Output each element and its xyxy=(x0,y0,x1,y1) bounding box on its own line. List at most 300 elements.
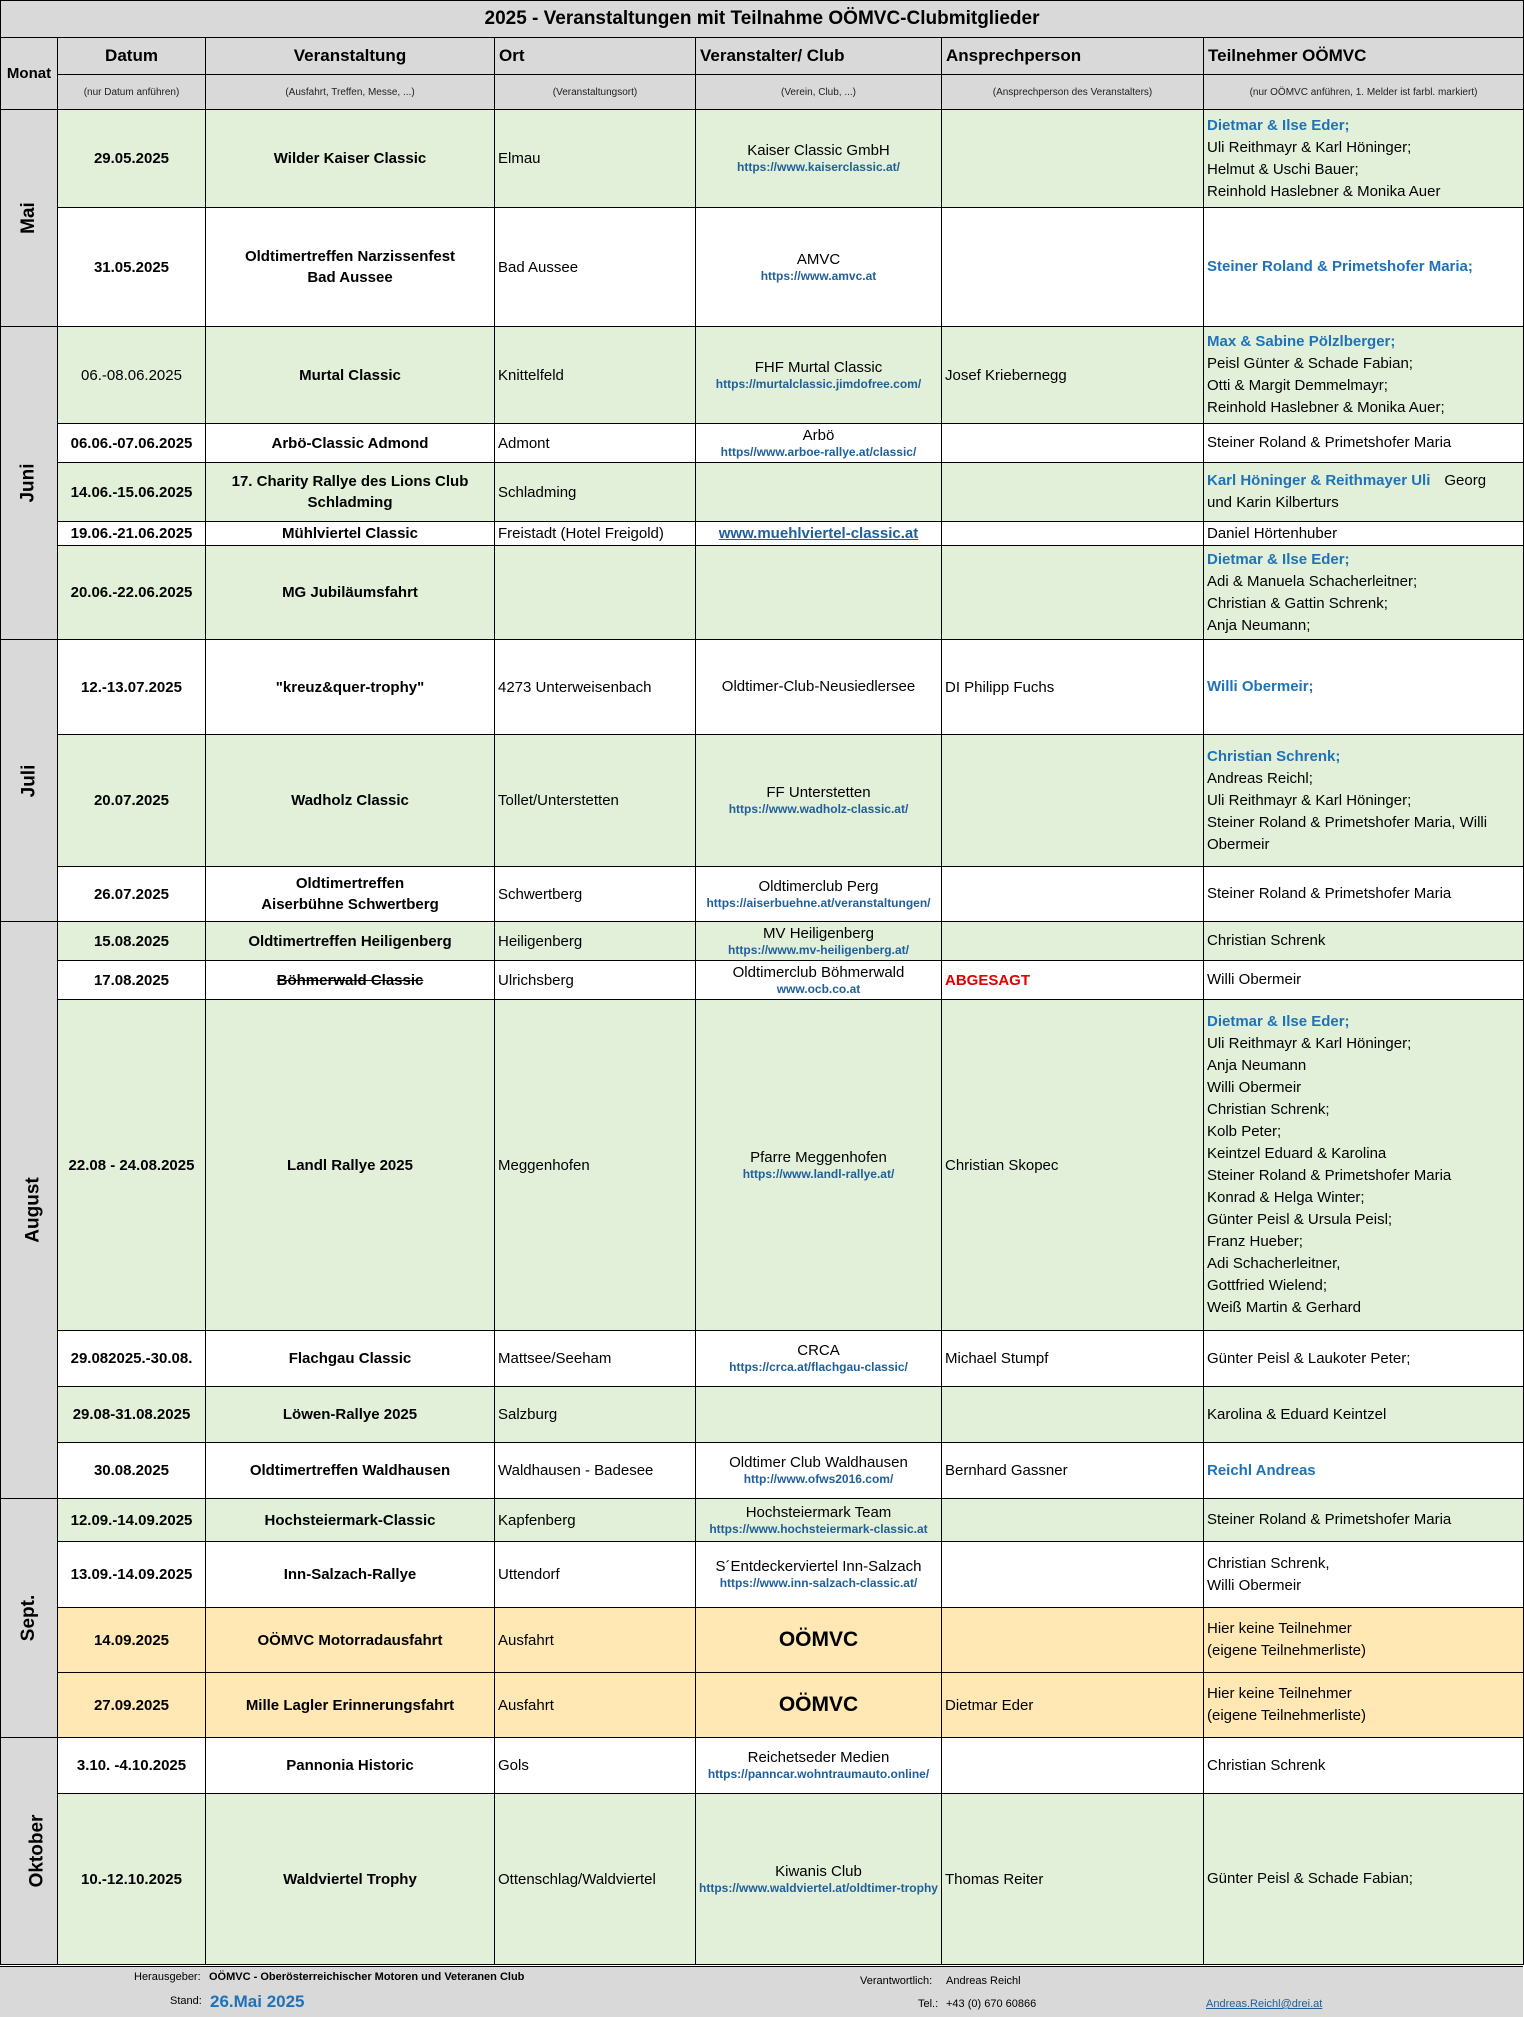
participant: Keintzel Eduard & Karolina xyxy=(1207,1145,1387,1162)
table-row xyxy=(1,735,1524,867)
first-participant-line xyxy=(1207,470,1520,492)
table-row xyxy=(1,1542,1524,1608)
event-date: 29.082025.-30.08. xyxy=(58,1331,206,1387)
organizer-link[interactable]: www.muehlviertel-classic.at xyxy=(718,525,919,542)
participant: Hier keine Teilnehmer xyxy=(1207,1620,1352,1637)
event-date: 20.07.2025 xyxy=(58,735,206,867)
month-cell xyxy=(1,1738,58,1965)
event-name-line: Oldtimertreffen xyxy=(295,875,405,892)
table-row xyxy=(1,1794,1524,1965)
event-name xyxy=(206,1331,495,1387)
event-organizer xyxy=(696,867,942,922)
event-organizer xyxy=(696,1387,942,1443)
organizer-link[interactable]: https://panncar.wohntraumauto.online/ xyxy=(707,1767,930,1781)
first-participant-line xyxy=(1207,1460,1520,1482)
participants xyxy=(1204,867,1524,922)
contact-person: Dietmar Eder xyxy=(942,1673,1204,1738)
event-name-line: Landl Rallye 2025 xyxy=(287,1156,413,1174)
table-row xyxy=(1,327,1524,424)
contact-person xyxy=(942,1542,1204,1608)
participant: Willi Obermeir xyxy=(1207,971,1302,988)
event-name-line: Inn-Salzach-Rallye xyxy=(283,1566,417,1583)
first-participant: Karl Höninger & Reithmayer Uli xyxy=(1207,472,1431,489)
event-organizer xyxy=(696,1331,942,1387)
event-organizer xyxy=(696,424,942,463)
event-name xyxy=(206,1608,495,1673)
event-date: 13.09.-14.09.2025 xyxy=(58,1542,206,1608)
contact-person: Thomas Reiter xyxy=(942,1794,1204,1965)
sub-ort: (Veranstaltungsort) xyxy=(495,75,696,110)
organizer-link[interactable]: https://www.landl-rallye.at/ xyxy=(742,1166,895,1181)
participant-tail: Georg xyxy=(1444,472,1487,489)
event-organizer xyxy=(696,522,942,546)
contact-person xyxy=(942,110,1204,208)
event-organizer xyxy=(696,640,942,735)
event-place: Bad Aussee xyxy=(495,208,696,327)
table-row xyxy=(1,522,1524,546)
event-name xyxy=(206,110,495,208)
event-place: Admont xyxy=(495,424,696,463)
participants xyxy=(1204,922,1524,961)
table-row xyxy=(1,867,1524,922)
participants xyxy=(1204,735,1524,867)
event-name xyxy=(206,867,495,922)
participant: Uli Reithmayr & Karl Höninger; xyxy=(1207,791,1412,809)
participant: Anja Neumann; xyxy=(1207,616,1311,634)
participant: Uli Reithmayr & Karl Höninger; xyxy=(1207,1035,1412,1052)
table-row xyxy=(1,961,1524,1000)
participant: Adi Schacherleitner, xyxy=(1207,1255,1341,1272)
event-date: 06.06.-07.06.2025 xyxy=(58,424,206,463)
participant: Christian & Gattin Schrenk; xyxy=(1207,594,1388,612)
organizer-name: Hochsteiermark Team xyxy=(745,1503,892,1521)
contact-person xyxy=(942,1608,1204,1673)
event-name xyxy=(206,1387,495,1443)
sub-teilnehmer: (nur OÖMVC anführen, 1. Melder ist farbl. markiert) xyxy=(1204,75,1524,110)
event-date: 31.05.2025 xyxy=(58,208,206,327)
contact-person: Michael Stumpf xyxy=(942,1331,1204,1387)
event-place: Meggenhofen xyxy=(495,1000,696,1331)
organizer-name: S´Entdeckerviertel Inn-Salzach xyxy=(715,1558,922,1575)
organizer-name: CRCA xyxy=(797,1342,840,1359)
participant: Christian Schrenk xyxy=(1207,1756,1326,1774)
stand-label: Stand: xyxy=(170,1995,202,2007)
event-date: 10.-12.10.2025 xyxy=(58,1794,206,1965)
organizer-link[interactable]: https://www.mv-heiligenberg.at/ xyxy=(728,942,909,957)
event-organizer xyxy=(696,546,942,640)
participants xyxy=(1204,546,1524,640)
stand-value: 26.Mai 2025 xyxy=(210,1992,305,2011)
participant: Gottfried Wielend; xyxy=(1207,1277,1328,1294)
organizer-name: Oldtimerclub Böhmerwald xyxy=(732,963,905,981)
organizer-name: AMVC xyxy=(796,250,841,268)
col-datum: Datum xyxy=(58,38,206,75)
event-date: 17.08.2025 xyxy=(58,961,206,1000)
event-place: Kapfenberg xyxy=(495,1499,696,1542)
tel-label: Tel.: xyxy=(918,1998,939,2010)
first-participant: Steiner Roland & Primetshofer Maria; xyxy=(1207,258,1473,275)
participants xyxy=(1204,1608,1524,1673)
event-name xyxy=(206,522,495,546)
event-organizer xyxy=(696,1738,942,1794)
event-place: Mattsee/Seeham xyxy=(495,1331,696,1387)
event-name xyxy=(206,1673,495,1738)
contact-person xyxy=(942,208,1204,327)
participants xyxy=(1204,1673,1524,1738)
event-place: Gols xyxy=(495,1738,696,1794)
event-name xyxy=(206,1542,495,1608)
participant: Günter Peisl & Laukoter Peter; xyxy=(1207,1349,1411,1367)
month-label: August xyxy=(22,1177,44,1243)
event-place: Ottenschlag/Waldviertel xyxy=(495,1794,696,1965)
verantwortlich-value: Andreas Reichl xyxy=(946,1975,1021,1987)
participants xyxy=(1204,463,1524,522)
col-ansprechperson: Ansprechperson xyxy=(942,38,1204,75)
participant: Kolb Peter; xyxy=(1207,1123,1282,1140)
event-date: 20.06.-22.06.2025 xyxy=(58,546,206,640)
event-place: Salzburg xyxy=(495,1387,696,1443)
table-row xyxy=(1,1443,1524,1499)
organizer-link[interactable]: https://www.amvc.at xyxy=(760,268,877,283)
event-name-line: Bad Aussee xyxy=(307,269,393,286)
organizer-name: OÖMVC xyxy=(778,1693,859,1716)
participant: Steiner Roland & Primetshofer Maria xyxy=(1207,885,1452,902)
event-name-line: Wilder Kaiser Classic xyxy=(273,150,427,167)
month-cell xyxy=(1,1499,58,1738)
event-name xyxy=(206,1000,495,1331)
first-participant: Dietmar & Ilse Eder; xyxy=(1207,116,1350,134)
participant: Christian Schrenk; xyxy=(1207,1101,1330,1118)
event-date: 30.08.2025 xyxy=(58,1443,206,1499)
participant: Steiner Roland & Primetshofer Maria xyxy=(1207,1511,1452,1528)
sub-veranstaltung: (Ausfahrt, Treffen, Messe, ...) xyxy=(206,75,495,110)
event-organizer xyxy=(696,735,942,867)
participants xyxy=(1204,1000,1524,1331)
organizer-name: Oldtimer Club Waldhausen xyxy=(729,1454,908,1471)
organizer-link[interactable]: https//www.arboe-rallye.at/classic/ xyxy=(720,444,917,459)
participants xyxy=(1204,961,1524,1000)
first-participant-line xyxy=(1207,256,1520,278)
participants xyxy=(1204,1443,1524,1499)
table-row xyxy=(1,1387,1524,1443)
event-name xyxy=(206,1443,495,1499)
contact-person: Bernhard Gassner xyxy=(942,1443,1204,1499)
table-row xyxy=(1,1499,1524,1542)
participant: Christian Schrenk xyxy=(1207,932,1326,949)
month-label: Juli xyxy=(17,764,39,797)
participant: Willi Obermeir xyxy=(1207,1576,1302,1594)
event-name-line: Waldviertel Trophy xyxy=(283,1870,417,1888)
table-row xyxy=(1,546,1524,640)
herausgeber-value: OÖMVC - Oberösterreichischer Motoren und Veteranen Club xyxy=(209,1971,525,1983)
event-organizer xyxy=(696,208,942,327)
organizer-link[interactable]: https://aiserbuehne.at/veranstaltungen/ xyxy=(706,895,931,910)
table-row xyxy=(1,424,1524,463)
table-row xyxy=(1,1331,1524,1387)
event-organizer xyxy=(696,961,942,1000)
event-name xyxy=(206,1499,495,1542)
event-name-line: Pannonia Historic xyxy=(286,1757,414,1774)
participants xyxy=(1204,1542,1524,1608)
participant: Konrad & Helga Winter; xyxy=(1207,1189,1365,1206)
organizer-name: Oldtimerclub Perg xyxy=(758,877,879,895)
organizer-link[interactable]: http://www.ofws2016.com/ xyxy=(743,1472,894,1486)
event-name xyxy=(206,1794,495,1965)
first-participant: Willi Obermeir; xyxy=(1207,678,1314,695)
organizer-name: FF Unterstetten xyxy=(766,784,871,801)
organizer-name: FHF Murtal Classic xyxy=(754,358,883,376)
table-row xyxy=(1,1673,1524,1738)
participant: und Karin Kilberturs xyxy=(1207,494,1339,511)
organizer-name: Kaiser Classic GmbH xyxy=(747,142,890,159)
event-organizer xyxy=(696,1000,942,1331)
event-name xyxy=(206,735,495,867)
event-name-line: Hochsteiermark-Classic xyxy=(264,1511,436,1529)
participants xyxy=(1204,1738,1524,1794)
event-name xyxy=(206,961,495,1000)
event-date: 27.09.2025 xyxy=(58,1673,206,1738)
event-date: 29.05.2025 xyxy=(58,110,206,208)
participant: Günter Peisl & Ursula Peisl; xyxy=(1207,1211,1393,1228)
event-place: Ausfahrt xyxy=(495,1673,696,1738)
event-name-line: Oldtimertreffen Heiligenberg xyxy=(248,932,452,950)
organizer-name: Kiwanis Club xyxy=(775,1862,862,1880)
participant: Andreas Reichl; xyxy=(1207,769,1313,787)
event-name-line: Mühlviertel Classic xyxy=(282,525,418,542)
event-date: 22.08 - 24.08.2025 xyxy=(58,1000,206,1331)
first-participant: Dietmar & Ilse Eder; xyxy=(1207,550,1350,568)
participant: (eigene Teilnehmerliste) xyxy=(1207,1707,1366,1724)
contact-person xyxy=(942,522,1204,546)
first-participant: Christian Schrenk; xyxy=(1207,747,1341,765)
participant: Otti & Margit Demmelmayr; xyxy=(1207,377,1388,394)
participant: Weiß Martin & Gerhard xyxy=(1207,1299,1361,1316)
event-date: 3.10. -4.10.2025 xyxy=(58,1738,206,1794)
organizer-link[interactable]: https://www.hochsteiermark-classic.at xyxy=(709,1521,928,1536)
events-body xyxy=(1,110,1524,1965)
event-name-line: Wadholz Classic xyxy=(291,792,409,809)
participants xyxy=(1204,1331,1524,1387)
event-name xyxy=(206,640,495,735)
event-place: Tollet/Unterstetten xyxy=(495,735,696,867)
event-name-line: Oldtimertreffen Narzissenfest xyxy=(244,248,456,265)
organizer-name: MV Heiligenberg xyxy=(763,924,874,942)
participant: Anja Neumann xyxy=(1207,1057,1307,1074)
first-participant: Dietmar & Ilse Eder; xyxy=(1207,1013,1350,1030)
participants xyxy=(1204,1387,1524,1443)
organizer-name: Arbö xyxy=(802,426,835,444)
participant: Uli Reithmayr & Karl Höninger; xyxy=(1207,138,1412,156)
event-name-line: OÖMVC Motorradausfahrt xyxy=(257,1631,443,1649)
participants xyxy=(1204,640,1524,735)
first-participant: Max & Sabine Pölzlberger; xyxy=(1207,333,1396,350)
event-name xyxy=(206,424,495,463)
email-link[interactable]: Andreas.Reichl@drei.at xyxy=(1206,1998,1323,2010)
participant: Reinhold Haslebner & Monika Auer; xyxy=(1207,399,1445,416)
first-participant: Reichl Andreas xyxy=(1207,1461,1316,1479)
col-teilnehmer: Teilnehmer OÖMVC xyxy=(1204,38,1524,75)
contact-person: Christian Skopec xyxy=(942,1000,1204,1331)
event-name xyxy=(206,327,495,424)
col-ort: Ort xyxy=(495,38,696,75)
cancelled-label: ABGESAGT xyxy=(942,961,1204,1000)
contact-person xyxy=(942,546,1204,640)
participant: Hier keine Teilnehmer xyxy=(1207,1685,1352,1702)
event-date: 12.-13.07.2025 xyxy=(58,640,206,735)
event-place xyxy=(495,546,696,640)
contact-person xyxy=(942,1499,1204,1542)
organizer-link[interactable]: https://www.kaiserclassic.at/ xyxy=(737,160,900,174)
col-monat: Monat xyxy=(1,38,58,110)
event-date: 12.09.-14.09.2025 xyxy=(58,1499,206,1542)
event-organizer xyxy=(696,1608,942,1673)
contact-person xyxy=(942,463,1204,522)
month-cell xyxy=(1,110,58,327)
event-name-line: Oldtimertreffen Waldhausen xyxy=(249,1462,451,1479)
event-place: Ulrichsberg xyxy=(495,961,696,1000)
table-row xyxy=(1,640,1524,735)
first-participant-line xyxy=(1207,115,1520,137)
event-place: Waldhausen - Badesee xyxy=(495,1443,696,1499)
participant: Helmut & Uschi Bauer; xyxy=(1207,160,1359,178)
first-participant-line xyxy=(1207,1011,1520,1033)
event-place: Heiligenberg xyxy=(495,922,696,961)
event-name-line: Löwen-Rallye 2025 xyxy=(282,1406,418,1423)
event-name-line: Arbö-Classic Admond xyxy=(271,434,429,452)
event-date: 14.06.-15.06.2025 xyxy=(58,463,206,522)
event-date: 15.08.2025 xyxy=(58,922,206,961)
month-cell xyxy=(1,327,58,640)
event-place: Knittelfeld xyxy=(495,327,696,424)
event-name-line: Flachgau Classic xyxy=(288,1350,412,1367)
sub-datum: (nur Datum anführen) xyxy=(58,75,206,110)
participant: Steiner Roland & Primetshofer Maria, Willi Obermeir xyxy=(1207,813,1488,853)
participant: Reinhold Haslebner & Monika Auer xyxy=(1207,182,1441,200)
event-place: Ausfahrt xyxy=(495,1608,696,1673)
tel-value: +43 (0) 670 60866 xyxy=(946,1998,1037,2010)
contact-person xyxy=(942,922,1204,961)
organizer-link[interactable]: https://www.waldviertel.at/oldtimer-trophy xyxy=(699,1880,938,1895)
sub-veranstalter: (Verein, Club, ...) xyxy=(696,75,942,110)
first-participant-line xyxy=(1207,676,1520,698)
table-row xyxy=(1,1608,1524,1673)
participant: (eigene Teilnehmerliste) xyxy=(1207,1642,1366,1659)
event-name-line: Murtal Classic xyxy=(299,366,401,384)
event-date: 14.09.2025 xyxy=(58,1608,206,1673)
participant: Daniel Hörtenhuber xyxy=(1207,524,1338,542)
verantwortlich-label: Verantwortlich: xyxy=(860,1975,933,1987)
first-participant-line xyxy=(1207,331,1520,353)
herausgeber-label: Herausgeber: xyxy=(134,1971,201,1983)
month-cell xyxy=(1,640,58,922)
sheet-title: 2025 - Veranstaltungen mit Teilnahme OÖMVC-Clubmitglieder xyxy=(1,1,1524,38)
contact-person xyxy=(942,1738,1204,1794)
contact-person xyxy=(942,735,1204,867)
organizer-link[interactable]: https://www.inn-salzach-classic.at/ xyxy=(719,1576,918,1590)
participant: Adi & Manuela Schacherleitner; xyxy=(1207,572,1418,590)
table-row xyxy=(1,463,1524,522)
event-name xyxy=(206,208,495,327)
event-name xyxy=(206,922,495,961)
organizer-name: Reichetseder Medien xyxy=(747,1749,890,1766)
event-place: 4273 Unterweisenbach xyxy=(495,640,696,735)
event-name-line: Schladming xyxy=(307,494,393,511)
event-place: Uttendorf xyxy=(495,1542,696,1608)
event-organizer xyxy=(696,327,942,424)
event-name-line: Mille Lagler Erinnerungsfahrt xyxy=(245,1696,455,1714)
footer xyxy=(0,1966,1523,2017)
participant: Willi Obermeir xyxy=(1207,1079,1302,1096)
organizer-link[interactable]: https://murtalclassic.jimdofree.com/ xyxy=(715,376,922,391)
participants xyxy=(1204,110,1524,208)
participant: Karolina & Eduard Keintzel xyxy=(1207,1405,1387,1423)
contact-person xyxy=(942,424,1204,463)
event-organizer xyxy=(696,463,942,522)
event-name-line: 17. Charity Rallye des Lions Club xyxy=(231,473,469,490)
event-name xyxy=(206,463,495,522)
participants xyxy=(1204,327,1524,424)
event-organizer xyxy=(696,922,942,961)
event-name-line: MG Jubiläumsfahrt xyxy=(282,584,418,601)
event-date: 19.06.-21.06.2025 xyxy=(58,522,206,546)
participants xyxy=(1204,424,1524,463)
contact-person xyxy=(942,1387,1204,1443)
participants xyxy=(1204,1499,1524,1542)
first-participant-line xyxy=(1207,549,1520,571)
event-organizer xyxy=(696,1443,942,1499)
table-row xyxy=(1,1738,1524,1794)
participant: Christian Schrenk, xyxy=(1207,1554,1330,1572)
organizer-name: OÖMVC xyxy=(778,1628,859,1651)
event-organizer xyxy=(696,1499,942,1542)
event-date: 29.08-31.08.2025 xyxy=(58,1387,206,1443)
participant: Peisl Günter & Schade Fabian; xyxy=(1207,355,1413,372)
participant: Steiner Roland & Primetshofer Maria xyxy=(1207,1167,1452,1184)
table-row xyxy=(1,922,1524,961)
organizer-link[interactable]: https://www.wadholz-classic.at/ xyxy=(728,802,909,816)
table-row xyxy=(1,110,1524,208)
contact-person xyxy=(942,867,1204,922)
event-place: Freistadt (Hotel Freigold) xyxy=(495,522,696,546)
event-name-line: Böhmerwald Classic xyxy=(276,971,424,989)
month-label: Oktober xyxy=(26,1814,48,1888)
event-place: Schwertberg xyxy=(495,867,696,922)
event-place: Schladming xyxy=(495,463,696,522)
event-name xyxy=(206,546,495,640)
table-row xyxy=(1,1000,1524,1331)
event-organizer xyxy=(696,1673,942,1738)
participants xyxy=(1204,208,1524,327)
event-name-line: "kreuz&quer-trophy" xyxy=(275,678,425,696)
first-participant-line xyxy=(1207,746,1520,768)
organizer-link[interactable]: https://crca.at/flachgau-classic/ xyxy=(729,1360,908,1374)
participant: Steiner Roland & Primetshofer Maria xyxy=(1207,434,1452,451)
event-place: Elmau xyxy=(495,110,696,208)
participant: Franz Hueber; xyxy=(1207,1233,1303,1250)
event-name-line: Aiserbühne Schwertberg xyxy=(261,896,439,913)
organizer-link[interactable]: www.ocb.co.at xyxy=(776,981,861,996)
month-cell xyxy=(1,922,58,1499)
sub-ansprechperson: (Ansprechperson des Veranstalters) xyxy=(942,75,1204,110)
event-organizer xyxy=(696,110,942,208)
contact-person: DI Philipp Fuchs xyxy=(942,640,1204,735)
month-label: Sept. xyxy=(17,1594,39,1642)
col-veranstaltung: Veranstaltung xyxy=(206,38,495,75)
event-date: 06.-08.06.2025 xyxy=(58,327,206,424)
contact-person: Josef Kriebernegg xyxy=(942,327,1204,424)
col-veranstalter: Veranstalter/ Club xyxy=(696,38,942,75)
participant: Günter Peisl & Schade Fabian; xyxy=(1207,1870,1413,1887)
